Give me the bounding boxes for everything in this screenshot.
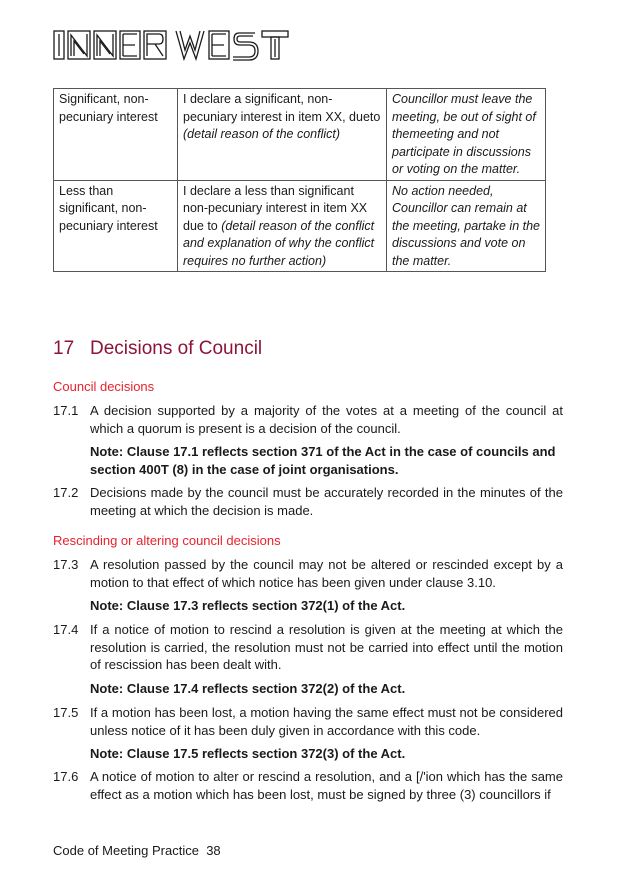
- page-number: 38: [206, 843, 221, 858]
- clause-text: A notice of motion to alter or rescind a resolution, and a [/'ion which has the same effect as a motion which has been lost, must be signed by three (3) councillors if: [90, 769, 563, 802]
- clause-17-4: [53, 621, 563, 674]
- declaration-detail: (detail reason of the conflict and explanation of why the conflict requires no further action): [183, 218, 375, 268]
- clause-number: 17.6: [53, 769, 79, 784]
- section-heading: [53, 338, 262, 360]
- clause-number: 17.4: [53, 622, 79, 637]
- page-footer: [53, 843, 221, 858]
- inner-west-logo: [53, 28, 293, 67]
- declaration-detail: (detail reason of the conflict): [183, 127, 341, 141]
- interest-type-cell: Significant, non-pecuniary interest: [54, 89, 178, 181]
- subheading-council-decisions: Council decisions: [53, 379, 155, 394]
- section-title: Decisions of Council: [90, 338, 263, 359]
- clause-17-5: [53, 704, 563, 739]
- clause-17-6: [53, 768, 563, 803]
- clause-text: A resolution passed by the council may not be altered or rescinded except by a motion to that effect of which notice has been given under clause 3.10.: [90, 557, 563, 590]
- clause-number: 17.2: [53, 485, 79, 500]
- declaration-cell: [178, 180, 387, 272]
- note-17-1: Note: Clause 17.1 reflects section 371 of the Act in the case of councils and section 400T (8) in the case of joint organisations.: [90, 444, 556, 477]
- note-17-5: Note: Clause 17.5 reflects section 372(3) of the Act.: [90, 746, 406, 761]
- note-17-4: Note: Clause 17.4 reflects section 372(2) of the Act.: [90, 681, 406, 696]
- clause-number: 17.1: [53, 403, 79, 418]
- action-cell: No action needed, Councillor can remain at the meeting, partake in the discussions and vote on the matter.: [387, 180, 546, 272]
- clause-number: 17.3: [53, 557, 79, 572]
- subheading-rescinding: Rescinding or altering council decisions: [53, 533, 281, 548]
- section-number: 17: [53, 338, 75, 359]
- action-cell: Councillor must leave the meeting, be out of sight of themeeting and not participate in discussions or voting on the matter.: [387, 89, 546, 181]
- table-row: [54, 180, 546, 272]
- note-17-3: Note: Clause 17.3 reflects section 372(1) of the Act.: [90, 598, 406, 613]
- table-row: [54, 89, 546, 181]
- clause-text: If a motion has been lost, a motion having the same effect must not be considered unless notice of it has been duly given in accordance with this code.: [90, 705, 563, 738]
- declaration-cell: [178, 89, 387, 181]
- declaration-text: I declare a less than significant non-pecuniary interest in item XX due to: [183, 183, 368, 233]
- clause-text: If a notice of motion to rescind a resolution is given at the meeting at which the resolution is carried, the resolution must not be carried into effect until the motion of rescission has been dealt with.: [90, 622, 563, 672]
- declaration-text: I declare a significant, non-pecuniary interest in item XX, dueto: [183, 92, 381, 124]
- clause-text: Decisions made by the council must be accurately recorded in the minutes of the meeting at which the decision is made.: [90, 485, 563, 518]
- clause-number: 17.5: [53, 705, 79, 720]
- clause-text: A decision supported by a majority of the votes at a meeting of the council at which a quorum is present is a decision of the council.: [90, 403, 563, 436]
- footer-label: Code of Meeting Practice: [53, 843, 199, 858]
- interest-declaration-table: [53, 88, 546, 272]
- clause-17-1: [53, 402, 563, 437]
- clause-17-2: [53, 484, 563, 519]
- clause-17-3: [53, 556, 563, 591]
- interest-type-cell: Less than significant, non-pecuniary interest: [54, 180, 178, 272]
